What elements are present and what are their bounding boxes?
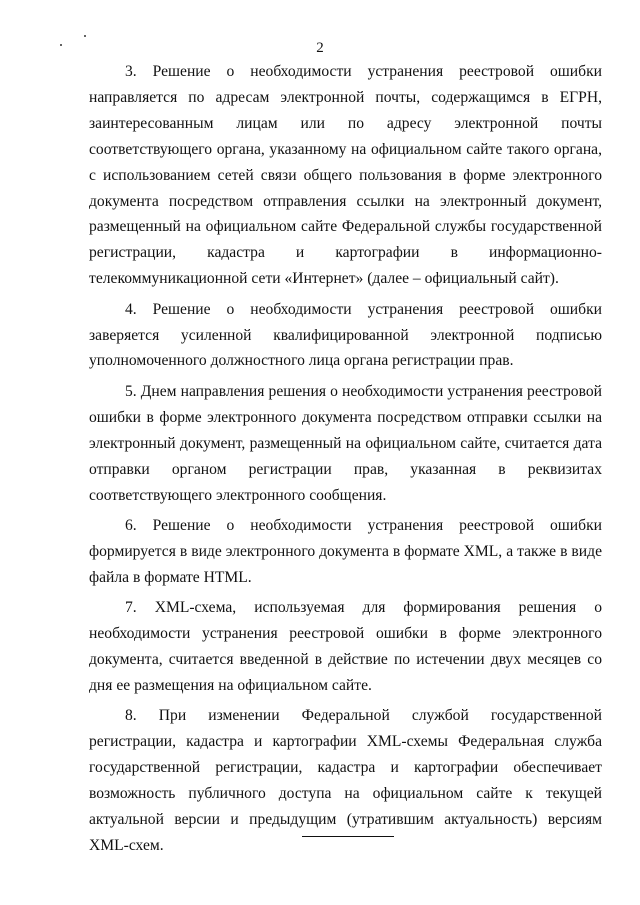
page-number: 2	[316, 40, 324, 56]
scan-speck	[84, 35, 86, 37]
paragraph-6: 6. Решение о необходимости устранения реестровой ошибки формируется в виде электронного документа в формате XML, а также в виде файла в формате HTML.	[89, 516, 602, 586]
document-body	[89, 59, 602, 863]
end-of-document-rule	[302, 836, 394, 837]
paragraph-7: 7. XML-схема, используемая для формирования решения о необходимости устранения реестровой ошибки в форме электронного документа, считается введенной в действие по истечении двух месяцев со дня ее размещения на официальном сайте.	[89, 599, 602, 694]
paragraph-3: 3. Решение о необходимости устранения реестровой ошибки направляется по адресам электронной почты, содержащимся в ЕГРН, заинтересованным лицам или по адресу электронной почты соответствующего органа, указанному на официальном сайте такого органа, с использованием сетей связи общего пользования в форме электронного документа посредством отправления ссылки на электронный документ, размещенный на официальном сайте Федеральной службы государственной регистрации, кадастра и картографии в информационно-телекоммуникационной сети «Интернет» (далее – официальный сайт).	[89, 63, 602, 288]
paragraph-4: 4. Решение о необходимости устранения реестровой ошибки заверяется усиленной квалифицированной электронной подписью уполномоченного должностного лица органа регистрации прав.	[89, 300, 602, 370]
paragraph-8: 8. При изменении Федеральной службой государственной регистрации, кадастра и картографии XML-схемы Федеральная служба государственной регистрации, кадастра и картографии обеспечивает возможность публичного доступа на официальном сайте к текущей актуальной версии и предыдущим (утратившим актуальность) версиям XML-схем.	[89, 707, 602, 854]
paragraph-5: 5. Днем направления решения о необходимости устранения реестровой ошибки в форме электронного документа посредством отправки ссылки на электронный документ, размещенный на официальном сайте, считается дата отправки органом регистрации прав, указанная в реквизитах соответствующего электронного сообщения.	[89, 382, 602, 504]
